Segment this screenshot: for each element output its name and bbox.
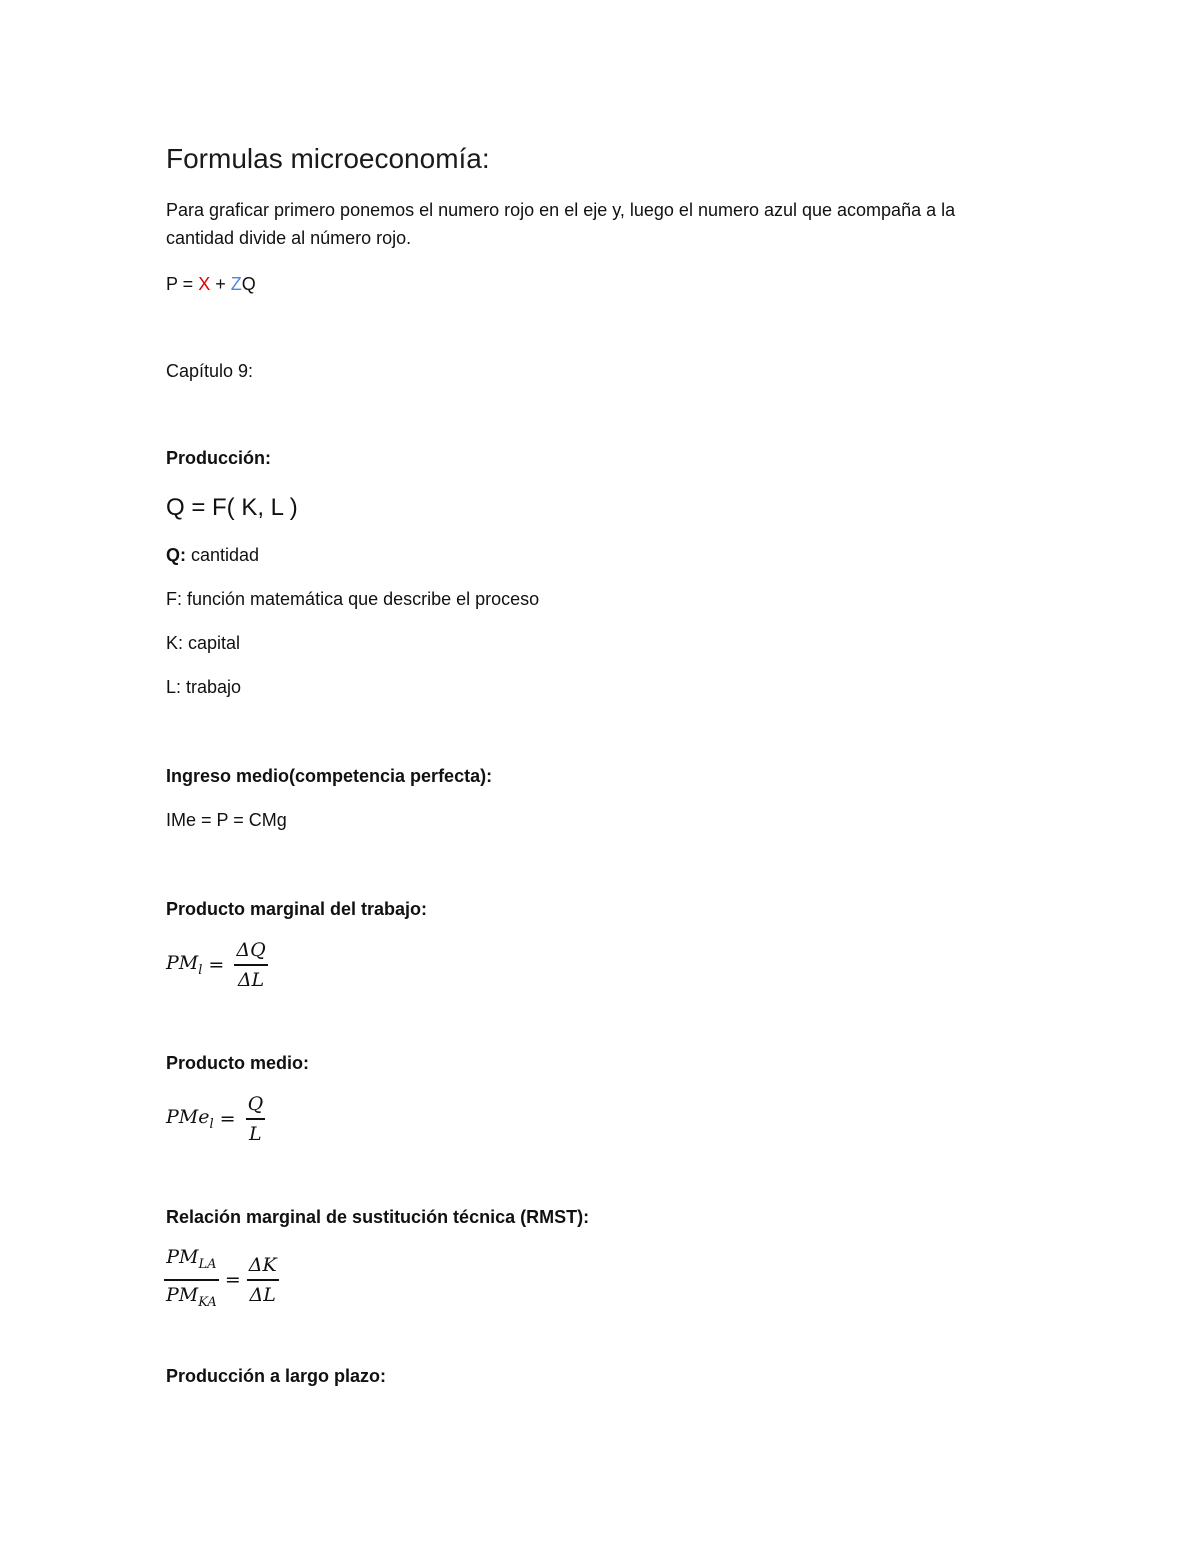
def-l-text: trabajo [181,677,242,697]
price-z-blue: Z [230,274,242,294]
pm-trabajo-heading: Producto marginal del trabajo: [166,899,428,919]
fraction-numerator: ΔK [248,1254,277,1276]
fraction-denominator: L [249,1123,262,1145]
price-q: Q [241,274,256,294]
document-title: Formulas microeconomía: [166,143,490,174]
def-q-key: Q: [166,545,186,565]
intro-line-2: cantidad divide al número rojo. [166,228,412,248]
rmst-right-fraction [247,1253,279,1307]
fraction-numerator: ΔQ [236,939,266,961]
pm-trabajo-lhs: $PM_l$ [166,952,203,978]
equals-sign: = [219,1108,236,1130]
def-l-key: L: [166,677,182,697]
fraction-numerator: Q [247,1093,264,1115]
equals-sign: = [224,1269,241,1291]
produccion-heading: Producción: [166,448,272,468]
producto-medio-fraction [246,1092,266,1146]
equals-sign: = [208,954,225,976]
price-plus: + [210,274,231,294]
def-k-key: K: [166,633,184,653]
def-f-text: función matemática que describe el proceso [182,589,540,609]
def-q [166,543,259,567]
ingreso-formula: IMe = P = CMg [166,810,287,830]
def-l [166,675,241,699]
def-q-text: cantidad [186,545,260,565]
chapter-heading: Capítulo 9: [166,361,254,381]
fraction-denominator: ΔL [249,1284,276,1306]
largo-plazo-heading: Producción a largo plazo: [166,1366,387,1386]
pm-trabajo-formula [166,938,272,992]
def-k [166,631,240,655]
price-p: P = [166,274,199,294]
rmst-formula [164,1245,283,1315]
producto-medio-heading: Producto medio: [166,1053,309,1073]
price-x-red: X [198,274,211,294]
pm-trabajo-fraction [234,938,267,992]
intro-line-1: Para graficar primero ponemos el numero rojo en el eje y, luego el numero azul que acompaña a la [166,200,956,220]
def-f [166,587,539,611]
def-k-text: capital [183,633,241,653]
rmst-left-fraction [164,1245,219,1315]
fraction-numerator: $PM_{LA}$ [166,1246,217,1272]
rmst-heading: Relación marginal de sustitución técnica (RMST): [166,1207,590,1227]
producto-medio-formula [166,1092,269,1146]
ingreso-heading: Ingreso medio(competencia perfecta): [166,766,493,786]
producto-medio-lhs: PMe$_l$ [166,1106,214,1132]
def-f-key: F: [166,589,182,609]
fraction-denominator: $PM_{KA}$ [166,1284,217,1310]
price-formula [166,272,256,296]
fraction-denominator: ΔL [237,969,265,991]
produccion-formula: Q = F( K, L ) [166,494,298,521]
